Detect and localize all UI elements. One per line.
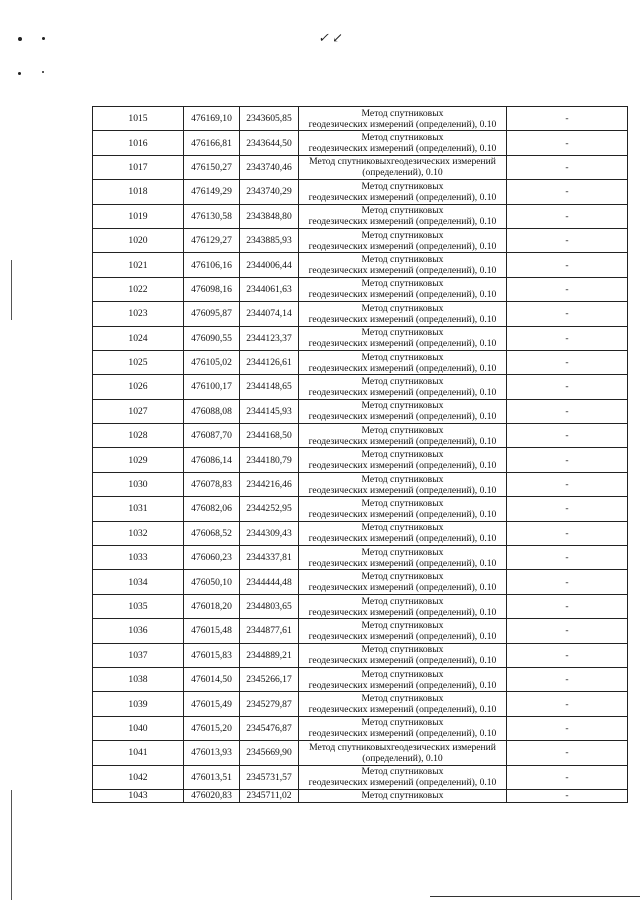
page-edge-line [11, 790, 12, 900]
method-line-2: геодезических измерений (определений), 0.10 [308, 313, 497, 325]
table-row [93, 326, 628, 350]
point-number-cell: 1018 [93, 180, 184, 204]
method-cell [299, 667, 507, 691]
accuracy-value-cell: - [507, 546, 628, 570]
point-number-cell: 1043 [93, 789, 184, 802]
x-coordinate-cell: 476068,52 [184, 521, 240, 545]
accuracy-value-cell: - [507, 180, 628, 204]
table-row [93, 619, 628, 643]
method-line-1: Метод спутниковых [361, 400, 444, 412]
accuracy-value-cell: - [507, 789, 628, 802]
method-line-2: геодезических измерений (определений), 0.10 [308, 533, 497, 545]
method-line-1: Метод спутниковых [361, 375, 444, 387]
x-coordinate-cell: 476060,23 [184, 546, 240, 570]
table-row [93, 546, 628, 570]
method-line-1: Метод спутниковых [361, 302, 444, 314]
y-coordinate-cell: 2343644,50 [240, 131, 299, 155]
point-number-cell: 1020 [93, 228, 184, 252]
x-coordinate-cell: 476078,83 [184, 472, 240, 496]
y-coordinate-cell: 2344074,14 [240, 302, 299, 326]
point-number-cell: 1025 [93, 350, 184, 374]
y-coordinate-cell: 2344061,63 [240, 277, 299, 301]
accuracy-value-cell: - [507, 667, 628, 691]
table-row [93, 107, 628, 131]
method-line-1: Метод спутниковых [361, 595, 444, 607]
y-coordinate-cell: 2345476,87 [240, 716, 299, 740]
accuracy-value-cell: - [507, 326, 628, 350]
x-coordinate-cell: 476086,14 [184, 448, 240, 472]
x-coordinate-cell: 476130,58 [184, 204, 240, 228]
x-coordinate-cell: 476106,16 [184, 253, 240, 277]
method-cell [299, 448, 507, 472]
method-cell [299, 765, 507, 789]
point-number-cell: 1037 [93, 643, 184, 667]
y-coordinate-cell: 2343605,85 [240, 107, 299, 131]
method-line-2: геодезических измерений (определений), 0.10 [308, 411, 497, 423]
method-line-2: геодезических измерений (определений), 0.10 [308, 435, 497, 447]
y-coordinate-cell: 2344803,65 [240, 594, 299, 618]
point-number-cell: 1039 [93, 692, 184, 716]
method-cell [299, 326, 507, 350]
y-coordinate-cell: 2345731,57 [240, 765, 299, 789]
table-row [93, 497, 628, 521]
method-cell [299, 619, 507, 643]
y-coordinate-cell: 2344148,65 [240, 375, 299, 399]
method-line-2: геодезических измерений (определений), 0.10 [308, 630, 497, 642]
x-coordinate-cell: 476082,06 [184, 497, 240, 521]
method-line-1: Метод спутниковых [361, 693, 444, 705]
x-coordinate-cell: 476166,81 [184, 131, 240, 155]
accuracy-value-cell: - [507, 570, 628, 594]
method-line-1: Метод спутниковых [361, 789, 444, 801]
point-number-cell: 1015 [93, 107, 184, 131]
y-coordinate-cell: 2344252,95 [240, 497, 299, 521]
point-number-cell: 1031 [93, 497, 184, 521]
table-row [93, 716, 628, 740]
method-line-1: Метод спутниковыхгеодезических измерений [309, 156, 496, 168]
point-number-cell: 1038 [93, 667, 184, 691]
y-coordinate-cell: 2344889,21 [240, 643, 299, 667]
table-row [93, 131, 628, 155]
y-coordinate-cell: 2344168,50 [240, 424, 299, 448]
point-number-cell: 1042 [93, 765, 184, 789]
x-coordinate-cell: 476015,48 [184, 619, 240, 643]
point-number-cell: 1026 [93, 375, 184, 399]
method-cell [299, 107, 507, 131]
table-row [93, 472, 628, 496]
method-line-2: (определений), 0.10 [362, 752, 443, 764]
accuracy-value-cell: - [507, 131, 628, 155]
accuracy-value-cell: - [507, 253, 628, 277]
scan-speck [18, 37, 22, 41]
accuracy-value-cell: - [507, 155, 628, 179]
method-line-1: Метод спутниковых [361, 619, 444, 631]
x-coordinate-cell: 476020,83 [184, 789, 240, 802]
point-number-cell: 1021 [93, 253, 184, 277]
point-number-cell: 1022 [93, 277, 184, 301]
method-cell [299, 789, 507, 802]
method-line-1: Метод спутниковых [361, 473, 444, 485]
accuracy-value-cell: - [507, 107, 628, 131]
method-line-2: геодезических измерений (определений), 0.10 [308, 777, 497, 789]
point-number-cell: 1016 [93, 131, 184, 155]
method-line-2: геодезических измерений (определений), 0.10 [308, 289, 497, 301]
accuracy-value-cell: - [507, 424, 628, 448]
method-cell [299, 594, 507, 618]
y-coordinate-cell: 2344337,81 [240, 546, 299, 570]
x-coordinate-cell: 476013,51 [184, 765, 240, 789]
table-row [93, 765, 628, 789]
method-line-1: Метод спутниковых [361, 522, 444, 534]
x-coordinate-cell: 476150,27 [184, 155, 240, 179]
table-row [93, 741, 628, 765]
x-coordinate-cell: 476018,20 [184, 594, 240, 618]
method-line-2: геодезических измерений (определений), 0.10 [308, 118, 497, 130]
method-line-2: геодезических измерений (определений), 0.10 [308, 728, 497, 740]
point-number-cell: 1023 [93, 302, 184, 326]
table-row [93, 521, 628, 545]
method-cell [299, 472, 507, 496]
method-cell [299, 277, 507, 301]
table-row [93, 253, 628, 277]
method-line-1: Метод спутниковых [361, 132, 444, 144]
x-coordinate-cell: 476014,50 [184, 667, 240, 691]
y-coordinate-cell: 2343848,80 [240, 204, 299, 228]
x-coordinate-cell: 476149,29 [184, 180, 240, 204]
method-cell [299, 716, 507, 740]
method-line-2: геодезических измерений (определений), 0.10 [308, 508, 497, 520]
accuracy-value-cell: - [507, 228, 628, 252]
method-cell [299, 570, 507, 594]
table-row [93, 424, 628, 448]
method-line-2: геодезических измерений (определений), 0.10 [308, 338, 497, 350]
accuracy-value-cell: - [507, 350, 628, 374]
accuracy-value-cell: - [507, 619, 628, 643]
x-coordinate-cell: 476169,10 [184, 107, 240, 131]
table-row [93, 155, 628, 179]
point-number-cell: 1030 [93, 472, 184, 496]
method-cell [299, 302, 507, 326]
table-row [93, 302, 628, 326]
y-coordinate-cell: 2345669,90 [240, 741, 299, 765]
method-cell [299, 424, 507, 448]
method-line-2: геодезических измерений (определений), 0.10 [308, 216, 497, 228]
method-cell [299, 521, 507, 545]
method-line-1: Метод спутниковыхгеодезических измерений [309, 741, 496, 753]
method-line-2: геодезических измерений (определений), 0.10 [308, 265, 497, 277]
table-row [93, 350, 628, 374]
x-coordinate-cell: 476100,17 [184, 375, 240, 399]
point-number-cell: 1029 [93, 448, 184, 472]
point-number-cell: 1041 [93, 741, 184, 765]
x-coordinate-cell: 476015,20 [184, 716, 240, 740]
method-line-2: геодезических измерений (определений), 0.10 [308, 704, 497, 716]
point-number-cell: 1035 [93, 594, 184, 618]
method-line-1: Метод спутниковых [361, 766, 444, 778]
method-cell [299, 180, 507, 204]
y-coordinate-cell: 2344145,93 [240, 399, 299, 423]
x-coordinate-cell: 476105,02 [184, 350, 240, 374]
x-coordinate-cell: 476087,70 [184, 424, 240, 448]
point-number-cell: 1024 [93, 326, 184, 350]
x-coordinate-cell: 476095,87 [184, 302, 240, 326]
y-coordinate-cell: 2344444,48 [240, 570, 299, 594]
y-coordinate-cell: 2344126,61 [240, 350, 299, 374]
handwritten-mark: ✓ ↙ [318, 30, 344, 45]
accuracy-value-cell: - [507, 692, 628, 716]
scan-speck [18, 72, 21, 75]
scan-speck [42, 37, 45, 40]
table-row [93, 204, 628, 228]
method-line-2: геодезических измерений (определений), 0.10 [308, 655, 497, 667]
y-coordinate-cell: 2345266,17 [240, 667, 299, 691]
x-coordinate-cell: 476098,16 [184, 277, 240, 301]
x-coordinate-cell: 476015,83 [184, 643, 240, 667]
method-line-2: геодезических измерений (определений), 0.10 [308, 606, 497, 618]
method-line-2: геодезических измерений (определений), 0.10 [308, 143, 497, 155]
method-cell [299, 399, 507, 423]
y-coordinate-cell: 2343885,93 [240, 228, 299, 252]
method-line-1: Метод спутниковых [361, 449, 444, 461]
method-line-1: Метод спутниковых [361, 180, 444, 192]
method-cell [299, 741, 507, 765]
x-coordinate-cell: 476088,08 [184, 399, 240, 423]
coordinates-table [92, 106, 628, 803]
page-bottom-line [430, 896, 640, 897]
accuracy-value-cell: - [507, 472, 628, 496]
method-cell [299, 228, 507, 252]
method-line-1: Метод спутниковых [361, 254, 444, 266]
point-number-cell: 1017 [93, 155, 184, 179]
method-line-1: Метод спутниковых [361, 229, 444, 241]
method-line-1: Метод спутниковых [361, 351, 444, 363]
point-number-cell: 1034 [93, 570, 184, 594]
accuracy-value-cell: - [507, 497, 628, 521]
method-line-1: Метод спутниковых [361, 327, 444, 339]
point-number-cell: 1033 [93, 546, 184, 570]
x-coordinate-cell: 476050,10 [184, 570, 240, 594]
x-coordinate-cell: 476129,27 [184, 228, 240, 252]
point-number-cell: 1040 [93, 716, 184, 740]
method-cell [299, 497, 507, 521]
table-row [93, 277, 628, 301]
method-line-2: геодезических измерений (определений), 0.10 [308, 557, 497, 569]
scan-speck [42, 71, 44, 73]
y-coordinate-cell: 2344216,46 [240, 472, 299, 496]
method-line-1: Метод спутниковых [361, 278, 444, 290]
method-line-1: Метод спутниковых [361, 668, 444, 680]
table-row [93, 448, 628, 472]
method-cell [299, 204, 507, 228]
accuracy-value-cell: - [507, 765, 628, 789]
accuracy-value-cell: - [507, 277, 628, 301]
point-number-cell: 1027 [93, 399, 184, 423]
y-coordinate-cell: 2345279,87 [240, 692, 299, 716]
method-line-2: геодезических измерений (определений), 0.10 [308, 679, 497, 691]
method-cell [299, 155, 507, 179]
method-cell [299, 546, 507, 570]
table-row [93, 594, 628, 618]
method-line-1: Метод спутниковых [361, 644, 444, 656]
method-cell [299, 350, 507, 374]
method-line-2: (определений), 0.10 [362, 167, 443, 179]
point-number-cell: 1019 [93, 204, 184, 228]
table-row [93, 228, 628, 252]
method-line-1: Метод спутниковых [361, 107, 444, 119]
table-row [93, 375, 628, 399]
x-coordinate-cell: 476090,55 [184, 326, 240, 350]
method-line-1: Метод спутниковых [361, 205, 444, 217]
method-line-2: геодезических измерений (определений), 0.10 [308, 460, 497, 472]
table-row [93, 789, 628, 802]
table-row [93, 692, 628, 716]
x-coordinate-cell: 476015,49 [184, 692, 240, 716]
accuracy-value-cell: - [507, 521, 628, 545]
accuracy-value-cell: - [507, 741, 628, 765]
y-coordinate-cell: 2345711,02 [240, 789, 299, 802]
accuracy-value-cell: - [507, 643, 628, 667]
method-line-1: Метод спутниковых [361, 571, 444, 583]
table-row [93, 643, 628, 667]
page-edge-line [11, 260, 12, 320]
y-coordinate-cell: 2343740,46 [240, 155, 299, 179]
method-cell [299, 375, 507, 399]
table-row [93, 399, 628, 423]
point-number-cell: 1028 [93, 424, 184, 448]
y-coordinate-cell: 2344309,43 [240, 521, 299, 545]
x-coordinate-cell: 476013,93 [184, 741, 240, 765]
method-line-1: Метод спутниковых [361, 424, 444, 436]
accuracy-value-cell: - [507, 399, 628, 423]
method-cell [299, 643, 507, 667]
accuracy-value-cell: - [507, 302, 628, 326]
y-coordinate-cell: 2343740,29 [240, 180, 299, 204]
method-line-2: геодезических измерений (определений), 0.10 [308, 362, 497, 374]
method-line-2: геодезических измерений (определений), 0.10 [308, 240, 497, 252]
method-line-2: геодезических измерений (определений), 0.10 [308, 191, 497, 203]
method-line-2: геодезических измерений (определений), 0.10 [308, 484, 497, 496]
table-row [93, 180, 628, 204]
y-coordinate-cell: 2344180,79 [240, 448, 299, 472]
table-row [93, 667, 628, 691]
accuracy-value-cell: - [507, 204, 628, 228]
method-line-1: Метод спутниковых [361, 717, 444, 729]
method-line-1: Метод спутниковых [361, 546, 444, 558]
method-line-2: геодезических измерений (определений), 0.10 [308, 386, 497, 398]
accuracy-value-cell: - [507, 448, 628, 472]
accuracy-value-cell: - [507, 594, 628, 618]
accuracy-value-cell: - [507, 375, 628, 399]
y-coordinate-cell: 2344877,61 [240, 619, 299, 643]
method-cell [299, 131, 507, 155]
method-cell [299, 253, 507, 277]
method-line-1: Метод спутниковых [361, 497, 444, 509]
point-number-cell: 1036 [93, 619, 184, 643]
y-coordinate-cell: 2344006,44 [240, 253, 299, 277]
table-row [93, 570, 628, 594]
point-number-cell: 1032 [93, 521, 184, 545]
method-cell [299, 692, 507, 716]
accuracy-value-cell: - [507, 716, 628, 740]
y-coordinate-cell: 2344123,37 [240, 326, 299, 350]
method-line-2: геодезических измерений (определений), 0.10 [308, 582, 497, 594]
